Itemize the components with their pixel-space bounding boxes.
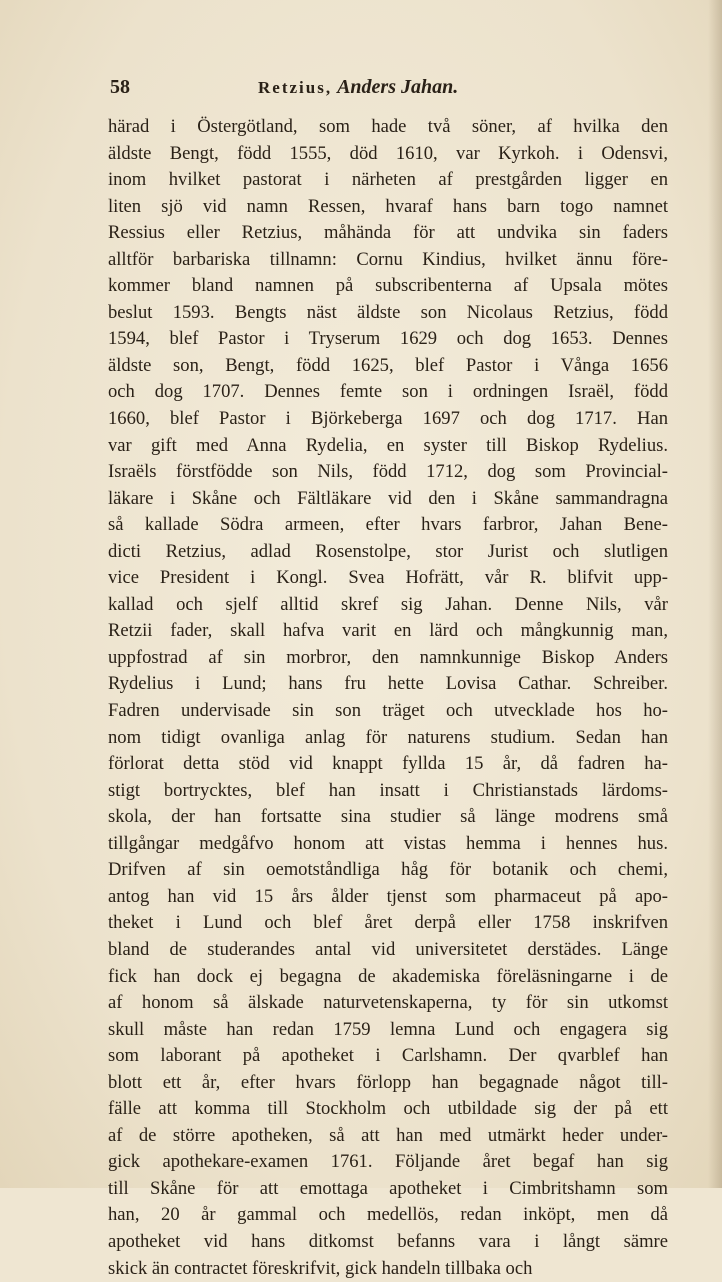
text-line: kommer bland namnen på subscribenterna af Upsala mötes bbox=[108, 275, 668, 297]
text-line: var gift med Anna Rydelia, en syster till Biskop Rydelius. bbox=[108, 434, 668, 456]
text-line: och dog 1707. Dennes femte son i ordningen Israël, född bbox=[108, 381, 668, 403]
text-line: han, 20 år gammal och medellös, redan inköpt, men då bbox=[108, 1204, 668, 1226]
text-line: skick än contractet föreskrifvit, gick handeln tillbaka och bbox=[108, 1257, 533, 1279]
text-line: tillgångar medgåfvo honom att vistas hemma i hennes hus. bbox=[108, 832, 668, 854]
text-line: bland de studerandes antal vid universitetet derstädes. Länge bbox=[108, 938, 668, 960]
text-line: af de större apotheken, så att han med utmärkt heder under- bbox=[108, 1124, 668, 1146]
text-line: Ressius eller Retzius, måhända för att undvika sin faders bbox=[108, 222, 668, 244]
text-line: Fadren undervisade sin son träget och utvecklade hos ho- bbox=[108, 700, 668, 722]
text-line: läkare i Skåne och Fältläkare vid den i Skåne sammandragna bbox=[108, 487, 668, 509]
text-line: fick han dock ej begagna de akademiska föreläsningarne i de bbox=[108, 965, 668, 987]
text-line: äldste Bengt, född 1555, död 1610, var Kyrkoh. i Odensvi, bbox=[108, 142, 668, 164]
text-line: Rydelius i Lund; hans fru hette Lovisa Cathar. Schreiber. bbox=[108, 673, 668, 695]
text-line: alltför barbariska tillnamn: Cornu Kindius, hvilket ännu före- bbox=[108, 248, 668, 270]
running-head bbox=[258, 76, 458, 99]
text-line: 1660, blef Pastor i Björkeberga 1697 och dog 1717. Han bbox=[108, 408, 668, 430]
page-edge-shadow bbox=[708, 0, 722, 1188]
text-line: Drifven af sin oemotståndliga håg för botanik och chemi, bbox=[108, 859, 668, 881]
text-line: skola, der han fortsatte sina studier så länge modrens små bbox=[108, 806, 668, 828]
text-line: theket i Lund och blef året derpå eller 1758 inskrifven bbox=[108, 912, 668, 934]
text-line: äldste son, Bengt, född 1625, blef Pastor i Vånga 1656 bbox=[108, 354, 668, 376]
text-line: 1594, blef Pastor i Tryserum 1629 och dog 1653. Dennes bbox=[108, 328, 668, 350]
page-number: 58 bbox=[110, 76, 130, 98]
text-line: beslut 1593. Bengts näst äldste son Nicolaus Retzius, född bbox=[108, 301, 668, 323]
text-line: dicti Retzius, adlad Rosenstolpe, stor Jurist och slutligen bbox=[108, 540, 668, 562]
body-text bbox=[108, 114, 668, 1282]
text-line: kallad och sjelf alltid skref sig Jahan. Denne Nils, vår bbox=[108, 593, 668, 615]
text-line: liten sjö vid namn Ressen, hvaraf hans barn togo namnet bbox=[108, 195, 668, 217]
text-line: Retzii fader, skall hafva varit en lärd och mångkunnig man, bbox=[108, 620, 668, 642]
text-line: uppfostrad af sin morbror, den namnkunnige Biskop Anders bbox=[108, 646, 668, 668]
text-line: blott ett år, efter hvars förlopp han begagnade något till- bbox=[108, 1071, 668, 1093]
text-line: härad i Östergötland, som hade två söner, af hvilka den bbox=[108, 116, 668, 137]
text-line: så kallade Södra armeen, efter hvars farbror, Jahan Bene- bbox=[108, 514, 668, 536]
text-line: Israëls förstfödde son Nils, född 1712, dog som Provincial- bbox=[108, 461, 668, 483]
text-line: vice President i Kongl. Svea Hofrätt, vår R. blifvit upp- bbox=[108, 567, 668, 589]
text-line: som laborant på apotheket i Carlshamn. Der qvarblef han bbox=[108, 1045, 668, 1067]
text-line: apotheket vid hans ditkomst befanns vara i långt sämre bbox=[108, 1230, 668, 1252]
running-head-surname: Retzius, bbox=[258, 78, 333, 97]
text-line: till Skåne för att emottaga apotheket i Cimbritshamn som bbox=[108, 1177, 668, 1199]
text-line: skull måste han redan 1759 lemna Lund och engagera sig bbox=[108, 1018, 668, 1040]
text-line: af honom så älskade naturvetenskaperna, ty för sin utkomst bbox=[108, 992, 668, 1014]
text-line: antog han vid 15 års ålder tjenst som pharmaceut på apo- bbox=[108, 885, 668, 907]
text-line: gick apothekare-examen 1761. Följande året begaf han sig bbox=[108, 1151, 668, 1173]
text-line: stigt bortrycktes, blef han insatt i Christianstads lärdoms- bbox=[108, 779, 668, 801]
text-line: inom hvilket pastorat i närheten af prestgården ligger en bbox=[108, 169, 668, 191]
page-header bbox=[110, 76, 670, 106]
text-line: förlorat detta stöd vid knappt fyllda 15 år, då fadren ha- bbox=[108, 753, 668, 775]
text-line: nom tidigt ovanliga anlag för naturens studium. Sedan han bbox=[108, 726, 668, 748]
text-line: fälle att komma till Stockholm och utbildade sig der på ett bbox=[108, 1098, 668, 1120]
running-head-given-name: Anders Jahan. bbox=[337, 76, 459, 98]
